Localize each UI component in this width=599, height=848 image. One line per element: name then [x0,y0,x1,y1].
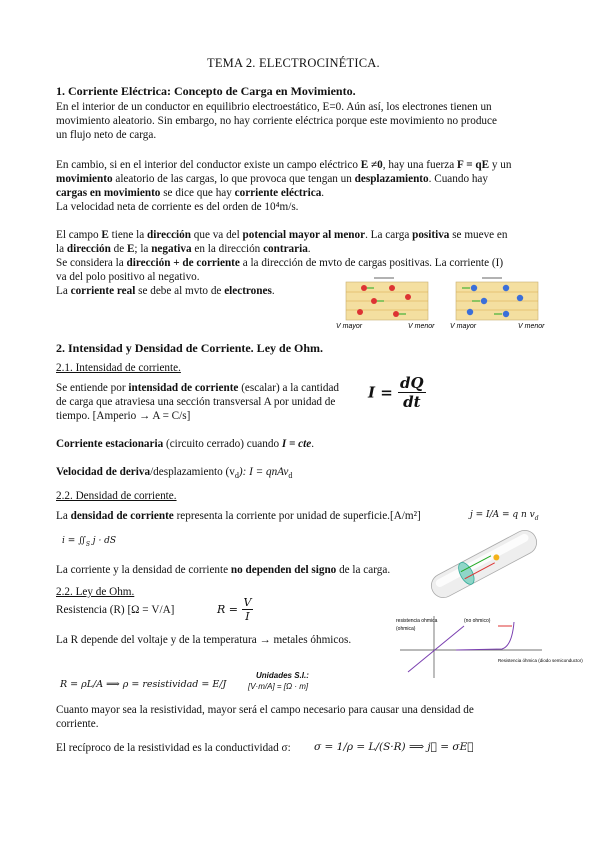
s2-p3: Velocidad de deriva/desplazamiento $(v_d)$: I = qnAv$_d$ [56,466,293,481]
s1-p2-line2: movimiento aleatorio de las cargas, lo que provoca que tengan un desplazamiento. Cuando hay [56,173,488,185]
resistance-equation: R = $\frac{V}{I}$ [217,596,252,623]
section-1-heading: 1. Corriente Eléctrica: Concepto de Carga en Movimiento. [56,84,356,98]
s1-p3-line2: la dirección de E; la negativa en la dirección contraria. [56,243,311,255]
left-vmayor-label: V mayor [336,323,363,330]
s1-p3-line1: El campo E tiene la dirección que va del potencial mayor al menor. La carga positiva se mueve en [56,229,508,241]
s2-p7: La R depende del voltaje y de la temperatura → metales óhmicos. [56,634,352,646]
s1-p1-line3: un flujo neto de carga. [56,129,157,141]
iv-characteristic-graph [394,612,583,682]
subsection-2-2: 2.2. Densidad de corriente. [56,490,177,502]
s1-p2-line1: En cambio, si en el interior del conductor existe un campo eléctrico E ≠0, hay una fuerza F = qE y un [56,159,512,171]
s1-p3-line3: Se considera la dirección + de corriente a la dirección de mvto de cargas positivas. La corriente (I) [56,257,504,269]
s1-p1-line1: En el interior de un conductor en equilibrio electroestático, E=0. Aún así, los electrones tienen un [56,101,492,113]
conductivity-equation: σ = 1/ρ = L/(S·R) ⟹ j⃗ = σE⃗ [314,741,474,753]
s1-p2-line4: La velocidad neta de corriente es del orden de 10⁴m/s. [56,201,299,213]
s2-p1-line1: Se entiende por intensidad de corriente (escalar) a la cantidad [56,382,340,394]
left-vmenor-label: V menor [408,323,435,330]
s2-p6: Resistencia (R) [Ω = V/A] [56,604,175,616]
section-2-heading: 2. Intensidad y Densidad de Corriente. Ley de Ohm. [56,341,324,355]
page-title: TEMA 2. ELECTROCINÉTICA. [207,56,380,70]
subsection-2-1: 2.1. Intensidad de corriente. [56,362,181,374]
right-vmayor-label: V mayor [450,323,477,330]
s2-p5: La corriente y la densidad de corriente no dependen del signo de la carga. [56,564,391,576]
graph-label-no-ohmico: (no ohmico) [464,618,491,624]
subsection-2-2-ohm: 2.2. Ley de Ohm. [56,586,135,598]
s1-p3-line4: va del polo positivo al negativo. [56,271,200,283]
current-integral-equation: $i = ∬_S$ j · dS [62,536,117,548]
s2-p8-line2: corriente. [56,718,99,730]
charge-flow-figure [334,274,544,334]
intensity-equation: I = $\frac{dQ}{dt}$ [368,374,424,411]
s2-p2: Corriente estacionaria (circuito cerrado) cuando I = cte. [56,438,315,450]
units-body: [V·m/A] = [Ω · m] [248,682,309,691]
s1-p1-line2: movimiento aleatorio. Sin embargo, no hay corriente eléctrica porque este movimiento no produce [56,115,497,127]
density-equation: j = I/A = q n $v_d$ [470,510,539,522]
units-title: Unidades S.I.: [256,671,309,680]
graph-label-ohmica: (ohmica) [396,626,416,632]
s1-p2-line3: cargas en movimiento se dice que hay corriente eléctrica. [56,187,325,199]
s1-p3-line5: La corriente real se debe al mvto de electrones. [56,285,275,297]
s2-p1-line3: tiempo. [Amperio → A = C/s] [56,410,191,422]
conductor-cylinder-figure [420,530,548,598]
s2-p4: La densidad de corriente representa la corriente por unidad de superficie.[A/m²] [56,510,421,522]
s2-p9: El recíproco de la resistividad es la conductividad σ: [56,742,291,754]
s2-p1-line2: de carga que atraviesa una sección transversal A por unidad de [56,396,336,408]
s2-p8-line1: Cuanto mayor sea la resistividad, mayor será el campo necesario para causar una densidad de [56,704,474,716]
right-vmenor-label: V menor [518,323,545,330]
graph-label-ohmic: resistencia ohmica [396,618,438,624]
resistivity-equation: R = ρL/A ⟹ ρ = resistividad = E/J [60,679,227,690]
graph-label-diodo: Resistencia óhmica (diodo semiconductor) [498,658,583,663]
